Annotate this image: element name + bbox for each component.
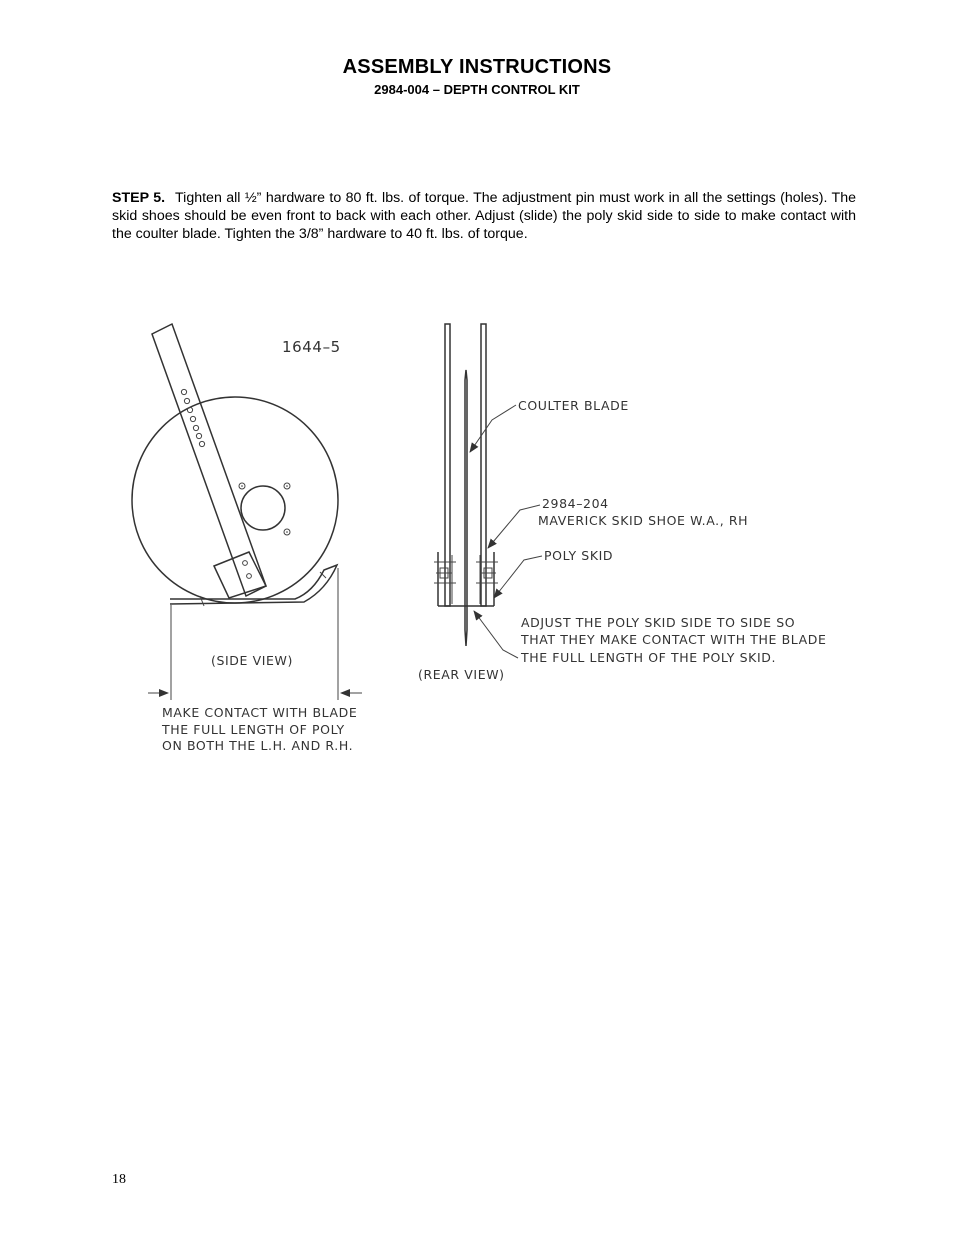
left-upright [445,324,450,606]
adjustment-arm [152,324,266,596]
contact-note-line-2: THE FULL LENGTH OF POLY [162,722,345,737]
coulter-blade-edge [465,370,467,646]
coulter-blade-label: COULTER BLADE [518,398,629,413]
adjust-note-line-3: THE FULL LENGTH OF THE POLY SKID. [521,650,777,665]
part-number-label: 2984–204 [542,496,609,511]
step-text: Tighten all ½” hardware to 80 ft. lbs. of torque. The adjustment pin must work in all the settings (holes). The skid shoes should be even front to back with each other. Adjust (slide) the poly skid side to side to make contact with the coulter blade. Tighten the 3/8” hardware to 40 ft. lbs. of torque. [112,190,856,242]
page-number: 18 [112,1172,126,1187]
poly-skid-bracket [434,552,498,606]
part-name-label: MAVERICK SKID SHOE W.A., RH [538,513,749,528]
side-view-drawing [132,324,362,753]
page-subtitle: 2984-004 – DEPTH CONTROL KIT [374,82,580,97]
side-view-label: (SIDE VIEW) [211,653,293,668]
mount-plate [214,552,266,598]
drawing-number: 1644–5 [282,338,341,356]
contact-note-line-1: MAKE CONTACT WITH BLADE [162,705,358,720]
right-upright [481,324,486,606]
hub-circle [241,486,285,530]
page-title: ASSEMBLY INSTRUCTIONS [342,56,612,78]
poly-skid-label: POLY SKID [544,548,614,563]
adjust-note-line-1: ADJUST THE POLY SKID SIDE TO SIDE SO [521,615,796,630]
skid-shoe [170,565,337,604]
contact-note-line-3: ON BOTH THE L.H. AND R.H. [162,738,354,753]
step-label: STEP 5. [112,190,166,206]
adjustment-holes [181,389,204,446]
rear-view-drawing [418,324,826,682]
rear-view-label: (REAR VIEW) [418,667,505,682]
adjust-note-line-2: THAT THEY MAKE CONTACT WITH THE BLADE [521,632,827,647]
